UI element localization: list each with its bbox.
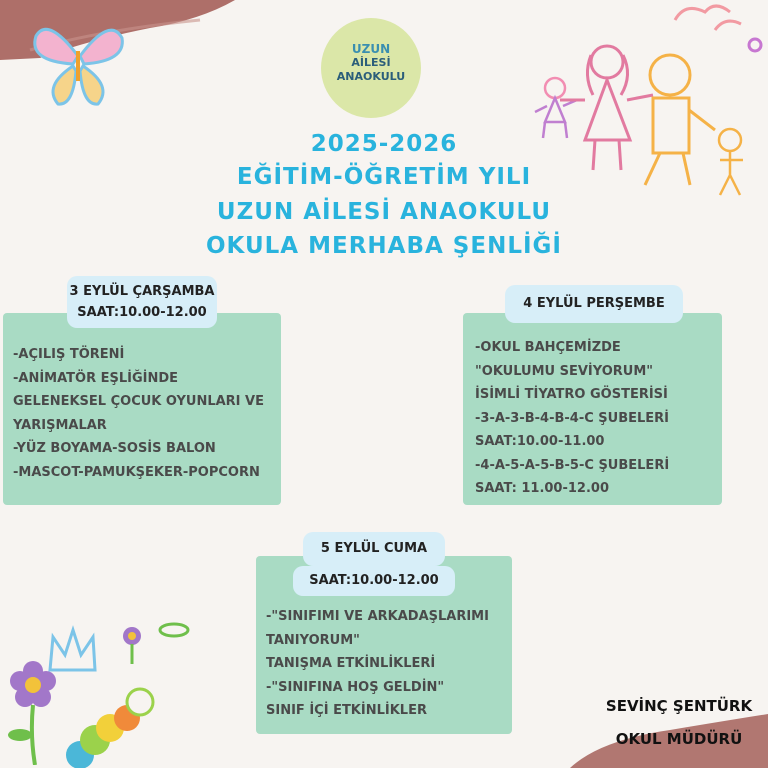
leaf-icon [158, 622, 190, 638]
day3-activities [266, 605, 489, 723]
day3-tag-date [303, 532, 445, 566]
day2-item: -4-A-5-A-5-B-5-C ŞUBELERİ [475, 457, 670, 473]
day1-item: YARIŞMALAR [13, 417, 107, 433]
day3-time: SAAT:10.00-12.00 [309, 573, 439, 588]
day2-item: İSİMLİ TİYATRO GÖSTERİSİ [475, 387, 668, 402]
school-logo [321, 18, 421, 118]
day1-tag [67, 276, 217, 328]
header-academic-year: EĞİTİM-ÖĞRETİM YILI [236, 164, 532, 190]
caterpillar-icon [55, 660, 155, 768]
header-school-name: UZUN AİLESİ ANAOKULU [216, 199, 552, 225]
day3-date: 5 EYLÜL CUMA [320, 541, 428, 556]
principal-role: OKUL MÜDÜRÜ [615, 730, 743, 748]
day2-item: SAAT: 11.00-12.00 [475, 481, 609, 496]
day2-date: 4 EYLÜL PERŞEMBE [523, 296, 665, 311]
small-flower-icon [118, 624, 146, 664]
header-year: 2025-2026 [310, 131, 458, 157]
day2-item: "OKULUMU SEVİYORUM" [475, 363, 654, 379]
logo-text-line2: AİLESİ [351, 56, 391, 69]
logo-text-line3: ANAOKULU [336, 70, 406, 83]
day1-activities [13, 343, 264, 484]
day1-item: -ANİMATÖR EŞLİĞİNDE [13, 370, 179, 386]
day2-tag [505, 285, 683, 323]
day1-item: GELENEKSEL ÇOCUK OYUNLARI VE [13, 394, 264, 409]
day1-item: -AÇILIŞ TÖRENİ [13, 347, 125, 362]
day3-item: TANIŞMA ETKİNLİKLERİ [266, 656, 436, 671]
day2-activities [475, 336, 669, 501]
logo-text-line1: UZUN [351, 42, 391, 56]
day3-item: SINIF İÇİ ETKİNLİKLER [266, 703, 427, 718]
day3-item: TANIYORUM" [266, 632, 360, 648]
day2-item: -3-A-3-B-4-B-4-C ŞUBELERİ [475, 410, 670, 426]
day3-item: -"SINIFINA HOŞ GELDİN" [266, 679, 445, 695]
day3-tag-time [293, 566, 455, 596]
day1-item: -YÜZ BOYAMA-SOSİS BALON [13, 441, 216, 456]
day2-item: -OKUL BAHÇEMİZDE [475, 340, 621, 355]
butterfly-icon [28, 16, 128, 111]
principal-name: SEVİNÇ ŞENTÜRK [605, 697, 753, 715]
day2-item: SAAT:10.00-11.00 [475, 434, 605, 449]
day1-time: SAAT:10.00-12.00 [77, 305, 207, 320]
header-event-name: OKULA MERHABA ŞENLİĞİ [206, 233, 562, 259]
day1-date: 3 EYLÜL ÇARŞAMBA [69, 284, 215, 299]
day3-item: -"SINIFIMI VE ARKADAŞLARIMI [266, 609, 489, 624]
day1-item: -MASCOT-PAMUKŞEKER-POPCORN [13, 464, 260, 480]
